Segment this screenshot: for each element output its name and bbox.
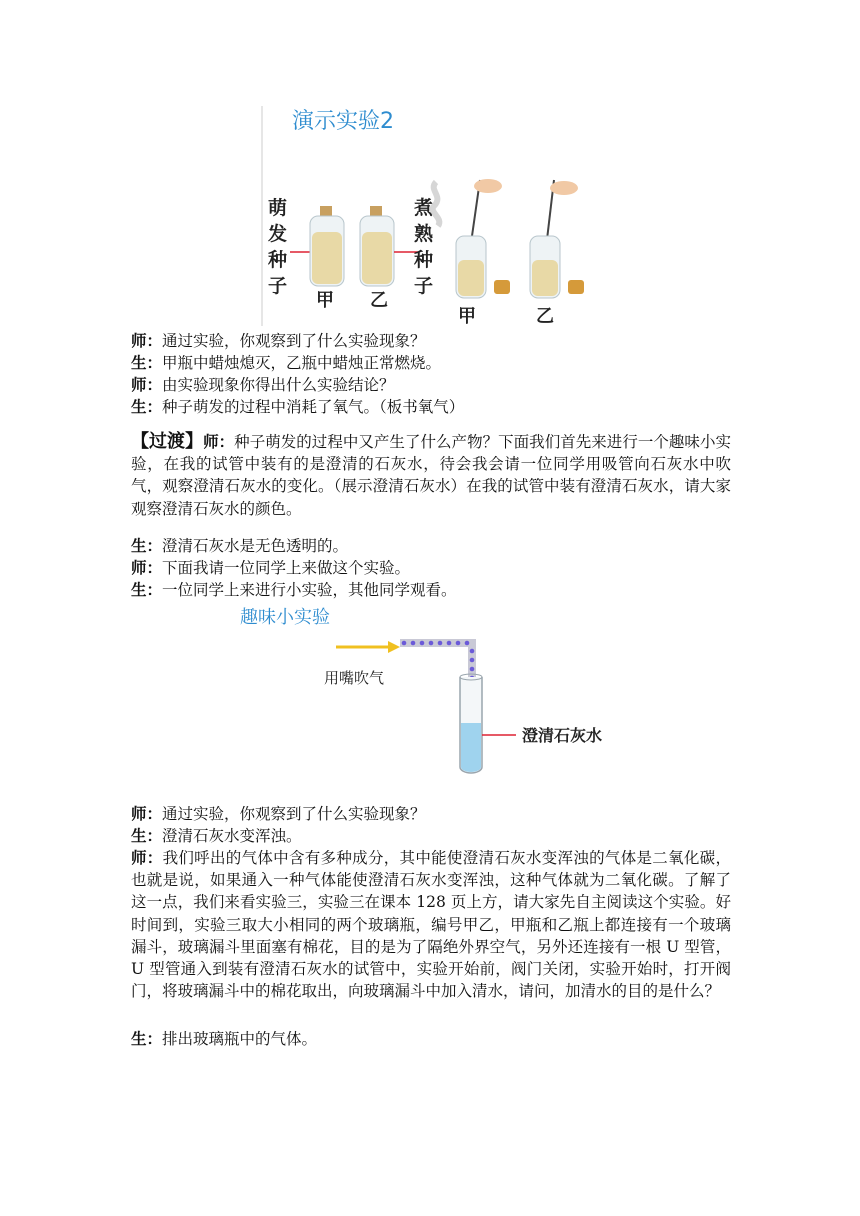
- jar-label-3: 甲: [458, 306, 476, 327]
- arrow-icon: [388, 641, 400, 653]
- blow-label: 用嘴吹气: [324, 669, 385, 687]
- fun-experiment-title: 趣味小实验: [240, 607, 330, 628]
- jar-extinguished-candle: [433, 179, 510, 298]
- jar-boiled-seeds: [360, 206, 394, 286]
- jar-sprouting-seeds: [310, 206, 344, 286]
- jar-label-4: 乙: [536, 306, 554, 327]
- bubble: [470, 658, 475, 663]
- svg-text:子: 子: [268, 275, 288, 297]
- dialog-line-4: 生：种子萌发的过程中消耗了氧气。（板书氧气）: [131, 397, 465, 416]
- dialog-line-3: 师：由实验现象你得出什么实验结论？: [131, 375, 395, 394]
- bubble: [438, 641, 443, 646]
- bubble: [456, 641, 461, 646]
- svg-text:萌: 萌: [268, 197, 288, 219]
- left-label: [267, 196, 287, 297]
- bubble: [402, 641, 407, 646]
- svg-text:种: 种: [268, 249, 288, 271]
- bubble: [411, 641, 416, 646]
- jar-label-2: 乙: [370, 290, 388, 311]
- dialog-line-1: 师：通过实验，你观察到了什么实验现象？: [131, 331, 426, 350]
- svg-text:煮: 煮: [414, 197, 434, 219]
- bubble: [470, 667, 475, 672]
- bubble: [420, 641, 425, 646]
- bubble: [429, 641, 434, 646]
- dialog-line-6: 师：下面我请一位同学上来做这个实验。: [131, 558, 411, 577]
- bubble: [470, 649, 475, 654]
- dialog-line-2: 生：甲瓶中蜡烛熄灭，乙瓶中蜡烛正常燃烧。: [131, 353, 442, 372]
- water-label: 澄清石灰水: [522, 726, 603, 745]
- teacher-paragraph: 师：我们呼出的气体中含有多种成分，其中能使澄清石灰水变浑浊的气体是二氧化碳，也就是说，如果通入一种气体能使澄清石灰水变浑浊，这种气体就为二氧化碳。了解了这一点，我们来看实验三，实验三在课本 128 页上方，请大家先自主阅读这个实验。好时间到，实验三取大小相同的两个玻璃瓶，编号甲乙，甲瓶和乙瓶上都连接有一个玻璃漏斗，玻璃漏斗里面塞有棉花，目的是为了隔绝外界空气，另外还连接有一根 U 型管，U 型管通入到装有澄清石灰水的试管中，实验开始前，阀门关闭，实验开始时，打开阀门，将玻璃漏斗中的棉花取出，向玻璃漏斗中加入清水，请问，加清水的目的是什么？: [131, 848, 731, 1001]
- demo-experiment-figure: [258, 100, 588, 332]
- jar-burning-candle: [530, 180, 584, 298]
- fun-experiment-figure: [232, 603, 632, 775]
- dialog-line-8: 师：通过实验，你观察到了什么实验现象？: [131, 804, 426, 823]
- dialog-line-5: 生：澄清石灰水是无色透明的。: [131, 536, 349, 555]
- dialog-line-7: 生：一位同学上来进行小实验，其他同学观看。: [131, 580, 457, 599]
- svg-text:发: 发: [268, 223, 288, 245]
- svg-text:子: 子: [414, 275, 434, 297]
- dialog-line-final: 生：排出玻璃瓶中的气体。: [131, 1029, 318, 1048]
- bubble: [465, 641, 470, 646]
- transition-paragraph: 【过渡】师：种子萌发的过程中又产生了什么产物？下面我们首先来进行一个趣味小实验，在我的试管中装有的是澄清的石灰水，待会我会请一位同学用吸管向石灰水中吹气，观察澄清石灰水的变化。（展示澄清石灰水）在我的试管中装有澄清石灰水，请大家观察澄清石灰水的颜色。: [131, 431, 731, 518]
- figure-title: 演示实验2: [292, 109, 394, 134]
- svg-text:种: 种: [414, 249, 434, 271]
- bubble: [447, 641, 452, 646]
- dialog-line-9: 生：澄清石灰水变浑浊。: [131, 826, 302, 845]
- jar-label-1: 甲: [316, 290, 334, 311]
- svg-text:熟: 熟: [414, 223, 434, 245]
